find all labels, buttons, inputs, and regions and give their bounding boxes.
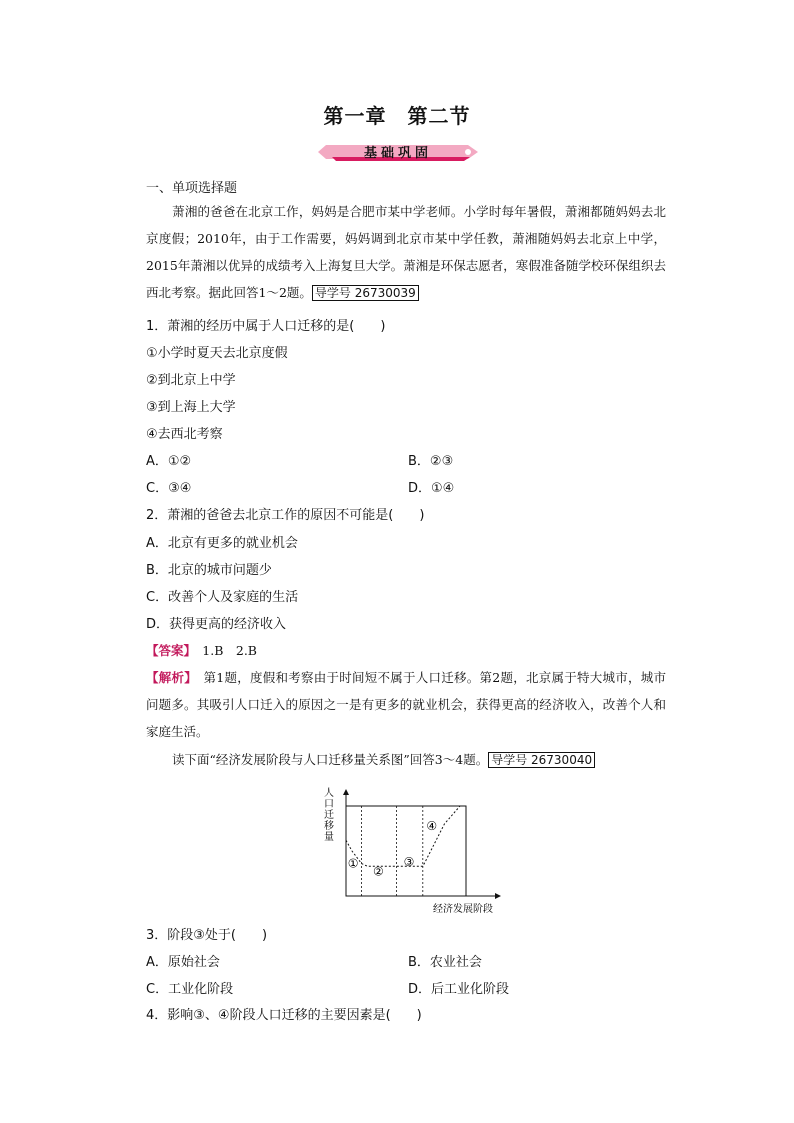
passage-2 [146,746,666,774]
stage-label: ④ [426,818,438,833]
q1-option-a: A．①② [146,454,192,469]
q3-option-d: D．后工业化阶段 [408,982,510,997]
q1-option-d: D．①④ [408,481,455,496]
migration-chart [318,784,508,916]
q3-option-b: B．农业社会 [408,955,482,970]
q1-option-b: B．②③ [408,454,454,469]
guide-number-1: 导学号 26730039 [312,285,419,301]
stage-label: ① [347,856,359,871]
q1-stem: 1．萧湘的经历中属于人口迁移的是( ) [146,319,386,334]
analysis [146,664,666,745]
analysis-label: 【解析】 [146,670,191,685]
analysis-text: 第1题，度假和考察由于时间短不属于人口迁移。第2题，北京属于特大城市，城市问题多。其吸引人口迁入的原因之一是有更多的就业机会，获得更高的经济收入，改善个人和家庭生活。 [146,670,666,739]
q2-option-a: A．北京有更多的就业机会 [146,536,298,551]
section-banner [318,141,478,163]
passage-1 [146,198,666,307]
q3-stem: 3．阶段③处于( ) [146,928,268,943]
q2-option-b: B．北京的城市问题少 [146,563,272,578]
q2-option-c: C．改善个人及家庭的生活 [146,590,299,605]
q3-option-a: A．原始社会 [146,955,220,970]
q2-stem: 2．萧湘的爸爸去北京工作的原因不可能是( ) [146,508,425,523]
banner-label: 基础巩固 [363,146,432,161]
chart-svg [318,784,508,916]
passage-1-text: 萧湘的爸爸在北京工作，妈妈是合肥市某中学老师。小学时每年暑假，萧湘都随妈妈去北京度假；2010年，由于工作需要，妈妈调到北京市某中学任教，萧湘随妈妈去北京上中学，2015年萧湘以优异的成绩考入上海复旦大学。萧湘是环保志愿者，寒假准备随学校环保组织去西北考察。据此回答1～2题。 [146,204,666,300]
q1-item: ②到北京上中学 [146,373,236,388]
guide-number-2: 导学号 26730040 [488,752,595,768]
answer-line [146,642,257,660]
q1-option-c: C．③④ [146,481,192,496]
passage-2-text: 读下面“经济发展阶段与人口迁移量关系图”回答3～4题。 [172,752,489,767]
q1-item: ③到上海上大学 [146,400,236,415]
q4-stem: 4．影响③、④阶段人口迁移的主要因素是( ) [146,1008,422,1023]
q1-item: ①小学时夏天去北京度假 [146,346,288,361]
y-axis-label: 人口迁移量 [324,788,334,843]
chart-frame [346,806,466,896]
section-heading: 一、单项选择题 [146,181,238,196]
page-title: 第一章 第二节 [323,104,471,128]
stage-label: ② [373,864,384,879]
q2-option-d: D．获得更高的经济收入 [146,617,287,632]
q3-option-c: C．工业化阶段 [146,982,234,997]
x-axis-label: 经济发展阶段 [433,904,493,915]
stage-label: ③ [403,854,415,869]
answer-label: 【答案】 [146,643,190,658]
answer-text: 1.B 2.B [189,643,257,658]
q1-item: ④去西北考察 [146,427,223,442]
